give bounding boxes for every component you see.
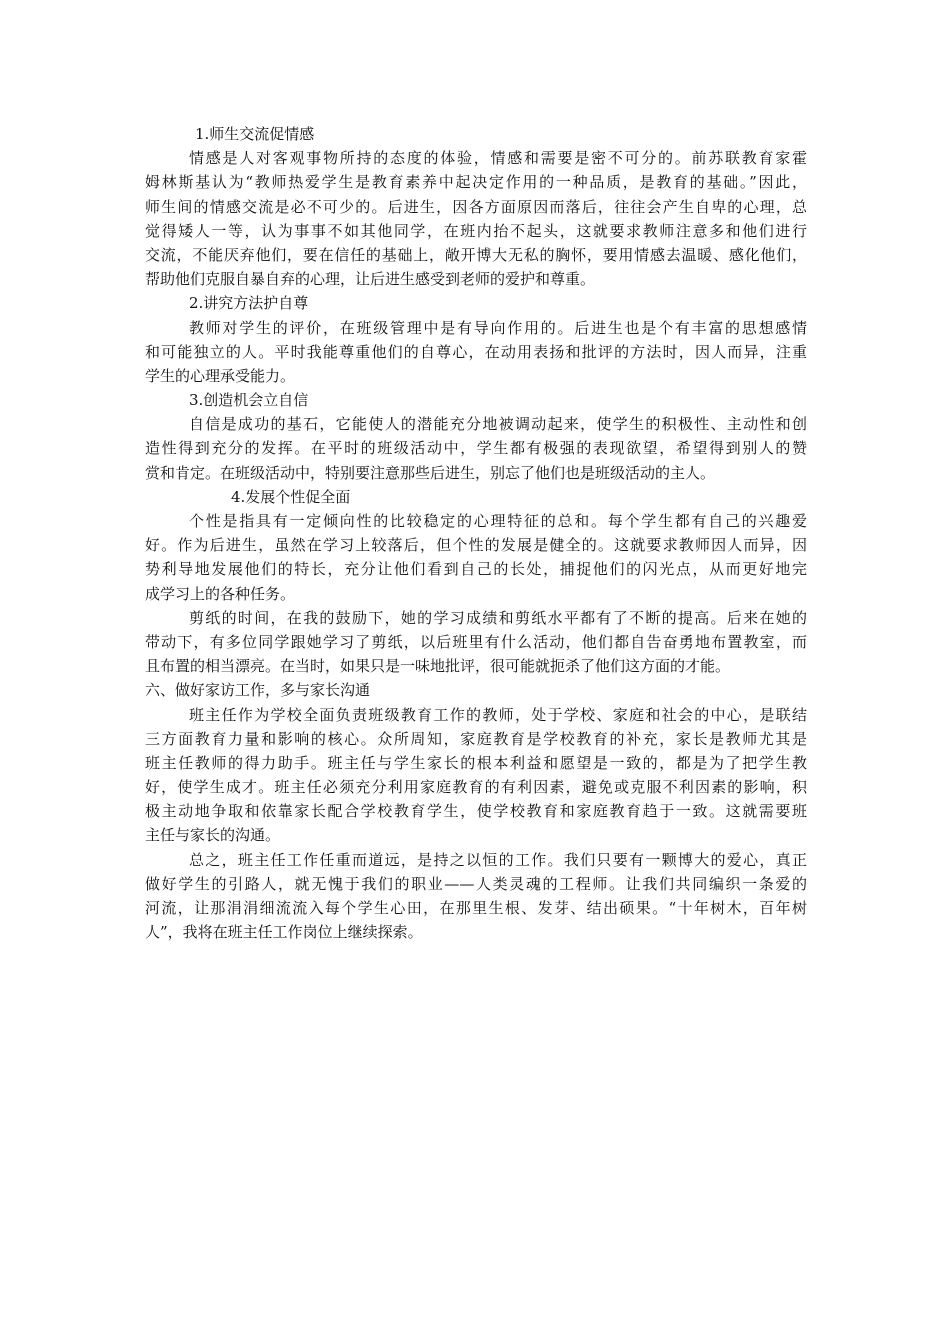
paragraph-7 xyxy=(145,848,807,945)
section-heading-1: 1.师生交流促情感 xyxy=(195,125,315,143)
paragraph-line: 做好学生的引路人，就无愧于我们的职业——人类灵魂的工程师。让我们共同编织一条爱的 xyxy=(145,874,807,893)
paragraph-line: 觉得矮人一等，认为事事不如其他同学，在班内抬不起头，这就要求教师注意多和他们进行 xyxy=(145,221,807,240)
paragraph-line: 成学习上的各种任务。 xyxy=(145,584,296,603)
paragraph-line: 三方面教育力量和影响的核心。众所周知，家庭教育是学校教育的补充，家长是教师尤其是 xyxy=(145,729,807,748)
paragraph-line: 带动下，有多位同学跟她学习了剪纸，以后班里有什么活动，他们都自告奋勇地布置教室，而 xyxy=(145,632,807,651)
paragraph-line: 总之，班主任工作任重而道远，是持之以恒的工作。我们只要有一颗博大的爱心，真正 xyxy=(189,850,807,869)
section-heading-3: 3.创造机会立自信 xyxy=(189,391,309,410)
paragraph-line: 赏和肯定。在班级活动中，特别要注意那些后进生，别忘了他们也是班级活动的主人。 xyxy=(145,463,716,482)
section-heading-2: 2.讲究方法护自尊 xyxy=(189,294,309,313)
paragraph-1 xyxy=(145,146,807,291)
paragraph-line: 好。作为后进生，虽然在学习上较落后，但个性的发展是健全的。这就要求教师因人而异，因 xyxy=(145,536,807,555)
paragraph-line: 帮助他们克服自暴自弃的心理，让后进生感受到老师的爱护和尊重。 xyxy=(145,270,596,289)
paragraph-line: 造性得到充分的发挥。在平时的班级活动中，学生都有极强的表现欲望，希望得到别人的赞 xyxy=(145,439,807,458)
section-heading-4: 4.发展个性促全面 xyxy=(231,487,351,506)
paragraph-line: 人”，我将在班主任工作岗位上继续探索。 xyxy=(145,923,423,942)
paragraph-line: 主任与家长的沟通。 xyxy=(145,826,281,845)
paragraph-line: 和可能独立的人。平时我能尊重他们的自尊心，在动用表扬和批评的方法时，因人而异，注重 xyxy=(145,342,807,361)
paragraph-line: 学生的心理承受能力。 xyxy=(145,366,296,385)
paragraph-5 xyxy=(145,606,807,679)
paragraph-line: 情感是人对客观事物所持的态度的体验，情感和需要是密不可分的。前苏联教育家霍 xyxy=(189,149,807,168)
paragraph-line: 自信是成功的基石，它能使人的潜能充分地被调动起来，使学生的积极性、主动性和创 xyxy=(189,415,807,434)
paragraph-line: 师生间的情感交流是必不可少的。后进生，因各方面原因而落后，往往会产生自卑的心理，总 xyxy=(145,197,807,216)
paragraph-line: 势利导地发展他们的特长，充分让他们看到自己的长处，捕捉他们的闪光点，从而更好地完 xyxy=(145,560,807,579)
paragraph-line: 姆林斯基认为“教师热爱学生是教育素养中起决定作用的一种品质，是教育的基础。”因此， xyxy=(145,173,807,192)
paragraph-line: 教师对学生的评价，在班级管理中是有导向作用的。后进生也是个有丰富的思想感情 xyxy=(189,318,807,337)
paragraph-3 xyxy=(145,412,807,485)
section-heading-6: 六、做好家访工作，多与家长沟通 xyxy=(145,681,371,700)
paragraph-line: 班主任作为学校全面负责班级教育工作的教师，处于学校、家庭和社会的中心，是联结 xyxy=(189,705,807,724)
paragraph-line: 且布置的相当漂亮。在当时，如果只是一味地批评，很可能就扼杀了他们这方面的才能。 xyxy=(145,657,731,676)
paragraph-line: 河流，让那涓涓细流流入每个学生心田，在那里生根、发芽、结出硕果。“十年树木，百年树 xyxy=(145,899,807,917)
paragraph-6 xyxy=(145,703,807,848)
paragraph-4 xyxy=(145,509,807,606)
paragraph-line: 极主动地争取和依靠家长配合学校教育学生，使学校教育和家庭教育趋于一致。这就需要班 xyxy=(145,802,807,821)
document-body xyxy=(145,122,807,944)
paragraph-line: 班主任教师的得力助手。班主任与学生家长的根本利益和愿望是一致的，都是为了把学生教 xyxy=(145,753,807,772)
paragraph-line: 个性是指具有一定倾向性的比较稳定的心理特征的总和。每个学生都有自己的兴趣爱 xyxy=(189,512,807,530)
paragraph-line: 好，使学生成才。班主任必须充分利用家庭教育的有利因素，避免或克服不利因素的影响，积 xyxy=(145,778,807,797)
paragraph-line: 交流，不能厌弃他们，要在信任的基础上，敞开博大无私的胸怀，要用情感去温暖、感化他们， xyxy=(145,245,807,264)
paragraph-line: 剪纸的时间，在我的鼓励下，她的学习成绩和剪纸水平都有了不断的提高。后来在她的 xyxy=(189,608,807,627)
paragraph-2 xyxy=(145,316,807,389)
